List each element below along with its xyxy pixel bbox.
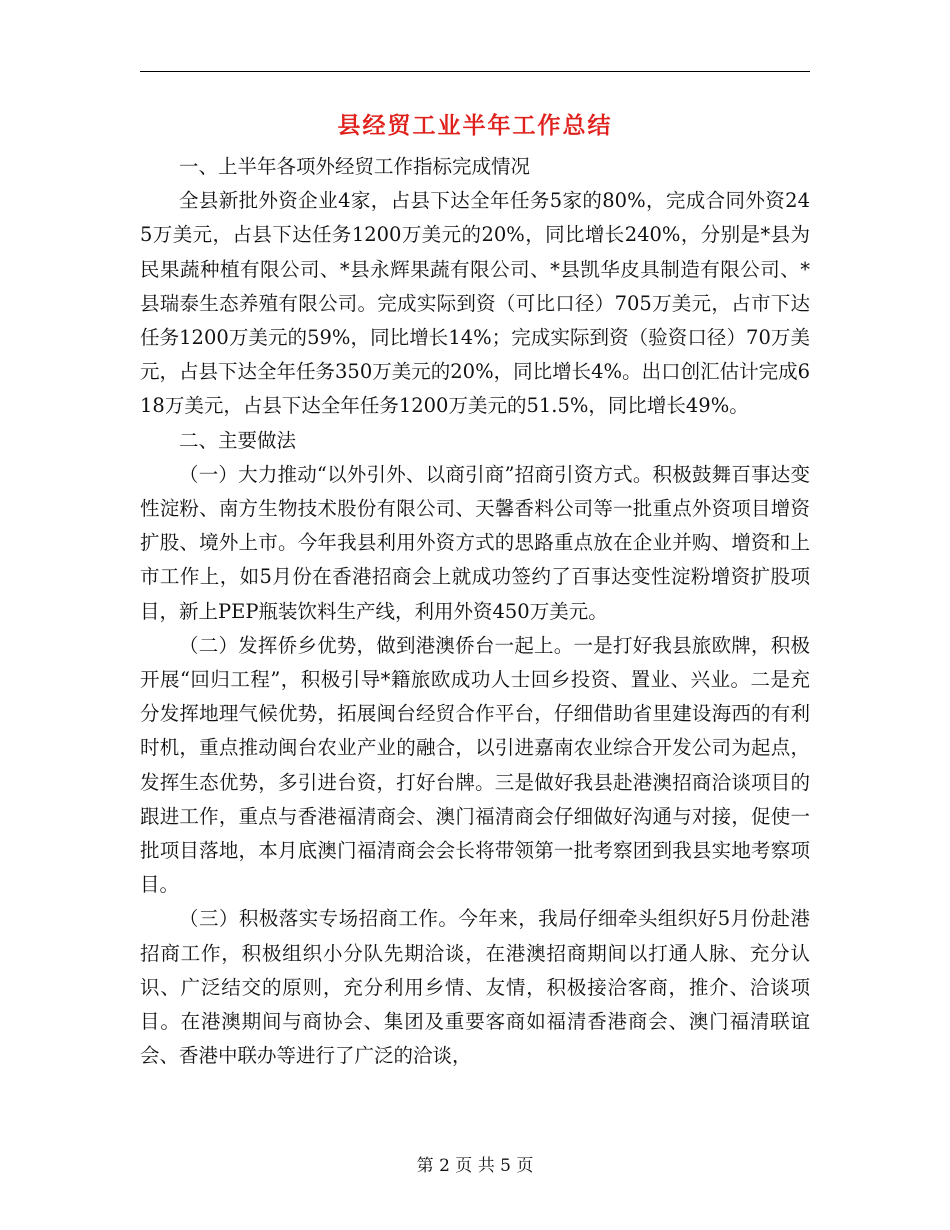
section-heading: 二、主要做法 — [179, 428, 297, 452]
body-paragraph: （一）大力推动“以外引外、以商引商”招商引资方式。积极鼓舞百事达变性淀粉、南方生物技术股份有限公司、天馨香料公司等一批重点外资项目增资扩股、境外上市。今年我县利用外资方式的思路重点放在企业并购、增资和上市工作上，如5月份在香港招商会上就成功签约了百事达变性淀粉增资扩股项目，新上PEP瓶装饮料生产线，利用外资450万美元。 — [140, 462, 810, 623]
body-paragraph: （三）积极落实专场招商工作。今年来，我局仔细牵头组织好5月份赴港招商工作，积极组织小分队先期洽谈，在港澳招商期间以打通人脉、充分认识、广泛结交的原则，充分利用乡情、友情，积极接洽客商，推介、洽谈项目。在港澳期间与商协会、集团及重要客商如福清香港商会、澳门福清联谊会、香港中联办等进行了广泛的洽谈， — [140, 907, 810, 1068]
document-body — [140, 150, 810, 1073]
page-number: 第 2 页 共 5 页 — [416, 1156, 534, 1176]
document-title: 县经贸工业半年工作总结 — [337, 113, 613, 139]
section-heading: 一、上半年各项外经贸工作指标完成情况 — [179, 155, 531, 178]
body-paragraph: （二）发挥侨乡优势，做到港澳侨台一起上。一是打好我县旅欧牌，积极开展“回归工程”，积极引导*籍旅欧成功人士回乡投资、置业、兴业。二是充分发挥地理气候优势，拓展闽台经贸合作平台，仔细借助省里建设海西的有利时机，重点推动闽台农业产业的融合，以引进嘉南农业综合开发公司为起点，发挥生态优势，多引进台资，打好台牌。三是做好我县赴港澳招商洽谈项目的跟进工作，重点与香港福清商会、澳门福清商会仔细做好沟通与对接，促使一批项目落地，本月底澳门福清商会会长将带领第一批考察团到我县实地考察项目。 — [140, 633, 810, 897]
header-rule — [140, 71, 810, 72]
body-paragraph: 全县新批外资企业4家，占县下达全年任务5家的80%，完成合同外资245万美元，占县下达任务1200万美元的20%，同比增长240%，分别是*县为民果蔬种植有限公司、*县永辉果蔬有限公司、*县凯华皮具制造有限公司、*县瑞泰生态养殖有限公司。完成实际到资（可比口径）705万美元，占市下达任务1200万美元的59%，同比增长14%；完成实际到资（验资口径）70万美元，占县下达全年任务350万美元的20%，同比增长4%。出口创汇估计完成618万美元，占县下达全年任务1200万美元的51.5%，同比增长49%。 — [140, 189, 810, 418]
